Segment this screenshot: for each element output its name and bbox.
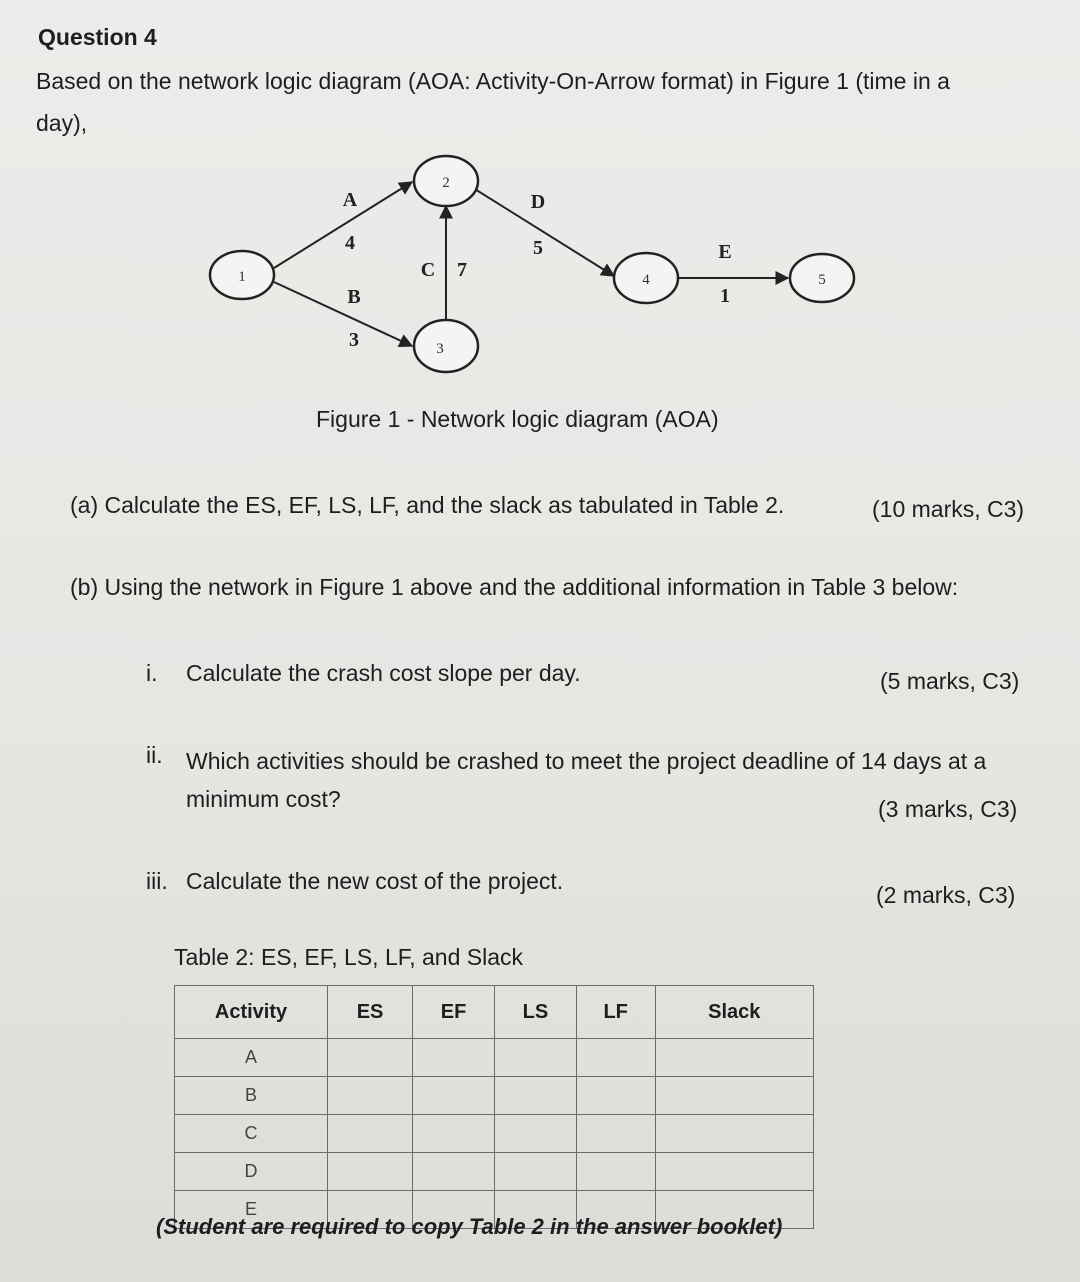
activity-b-duration: 3 [349,329,359,351]
sub-i-number: i. [146,660,158,686]
activity-b-name: B [347,286,361,308]
part-a-text: (a) Calculate the ES, EF, LS, LF, and the slack as tabulated in Table 2. [70,492,785,518]
header-activity: Activity [175,986,328,1039]
network-diagram [200,150,880,390]
activity-cell: E [175,1191,328,1229]
figure-caption: Figure 1 - Network logic diagram (AOA) [316,406,719,432]
activity-c-duration: 7 [457,259,467,281]
header-lf: LF [576,986,655,1039]
sub-iii-number: iii. [146,868,168,894]
header-ls: LS [494,986,576,1039]
table-note: (Student are required to copy Table 2 in the answer booklet) [156,1214,783,1239]
sub-i-marks: (5 marks, C3) [880,668,1020,694]
empty-cell [655,1039,813,1077]
node-4-label: 4 [642,272,650,288]
table-2 [174,985,814,1229]
activity-d-name: D [530,191,546,213]
empty-cell [494,1077,576,1115]
empty-cell [494,1153,576,1191]
table-row [175,1039,814,1077]
sub-i-text: Calculate the crash cost slope per day. [186,660,581,686]
part-b-text: (b) Using the network in Figure 1 above and the additional information in Table 3 below: [70,574,959,600]
intro-line-1: Based on the network logic diagram (AOA: Activity-On-Arrow format) in Figure 1 (time in a [36,68,950,94]
intro-line-2: day), [36,110,88,136]
empty-cell [328,1153,413,1191]
arrow-b [274,282,412,346]
table-caption: Table 2: ES, EF, LS, LF, and Slack [174,944,524,970]
sub-iii-text: Calculate the new cost of the project. [186,868,564,894]
activity-a-duration: 4 [345,232,355,254]
node-5-label: 5 [818,272,826,288]
sub-ii-marks: (3 marks, C3) [878,796,1018,822]
header-es: ES [328,986,413,1039]
activity-cell: A [175,1039,328,1077]
header-ef: EF [413,986,495,1039]
part-a-marks: (10 marks, C3) [872,496,1025,522]
sub-ii-text: Which activities should be crashed to meet the project deadline of 14 days at a minimum cost? [186,748,987,812]
node-1-label: 1 [238,269,246,285]
activity-e-name: E [718,241,732,263]
empty-cell [576,1077,655,1115]
node-2-label: 2 [442,175,450,191]
empty-cell [494,1115,576,1153]
table-header-row [175,986,814,1039]
table-row [175,1077,814,1115]
empty-cell [413,1153,495,1191]
empty-cell [576,1115,655,1153]
node-3-label: 3 [436,341,444,357]
activity-cell: C [175,1115,328,1153]
table-row [175,1153,814,1191]
sub-ii-number: ii. [146,742,163,768]
empty-cell [494,1039,576,1077]
activity-a-name: A [342,189,358,211]
activity-e-duration: 1 [720,285,730,307]
empty-cell [328,1077,413,1115]
empty-cell [328,1039,413,1077]
activity-c-name: C [420,259,436,281]
question-title: Question 4 [38,24,157,50]
header-slack: Slack [655,986,813,1039]
activity-d-duration: 5 [533,237,543,259]
table-row [175,1115,814,1153]
question-intro [36,60,1036,144]
empty-cell [655,1115,813,1153]
sub-iii-marks: (2 marks, C3) [876,882,1016,908]
activity-cell: B [175,1077,328,1115]
empty-cell [576,1153,655,1191]
empty-cell [655,1153,813,1191]
empty-cell [328,1115,413,1153]
node-3 [414,320,478,372]
empty-cell [655,1077,813,1115]
activity-cell: D [175,1153,328,1191]
empty-cell [576,1039,655,1077]
empty-cell [413,1077,495,1115]
empty-cell [413,1039,495,1077]
empty-cell [413,1115,495,1153]
